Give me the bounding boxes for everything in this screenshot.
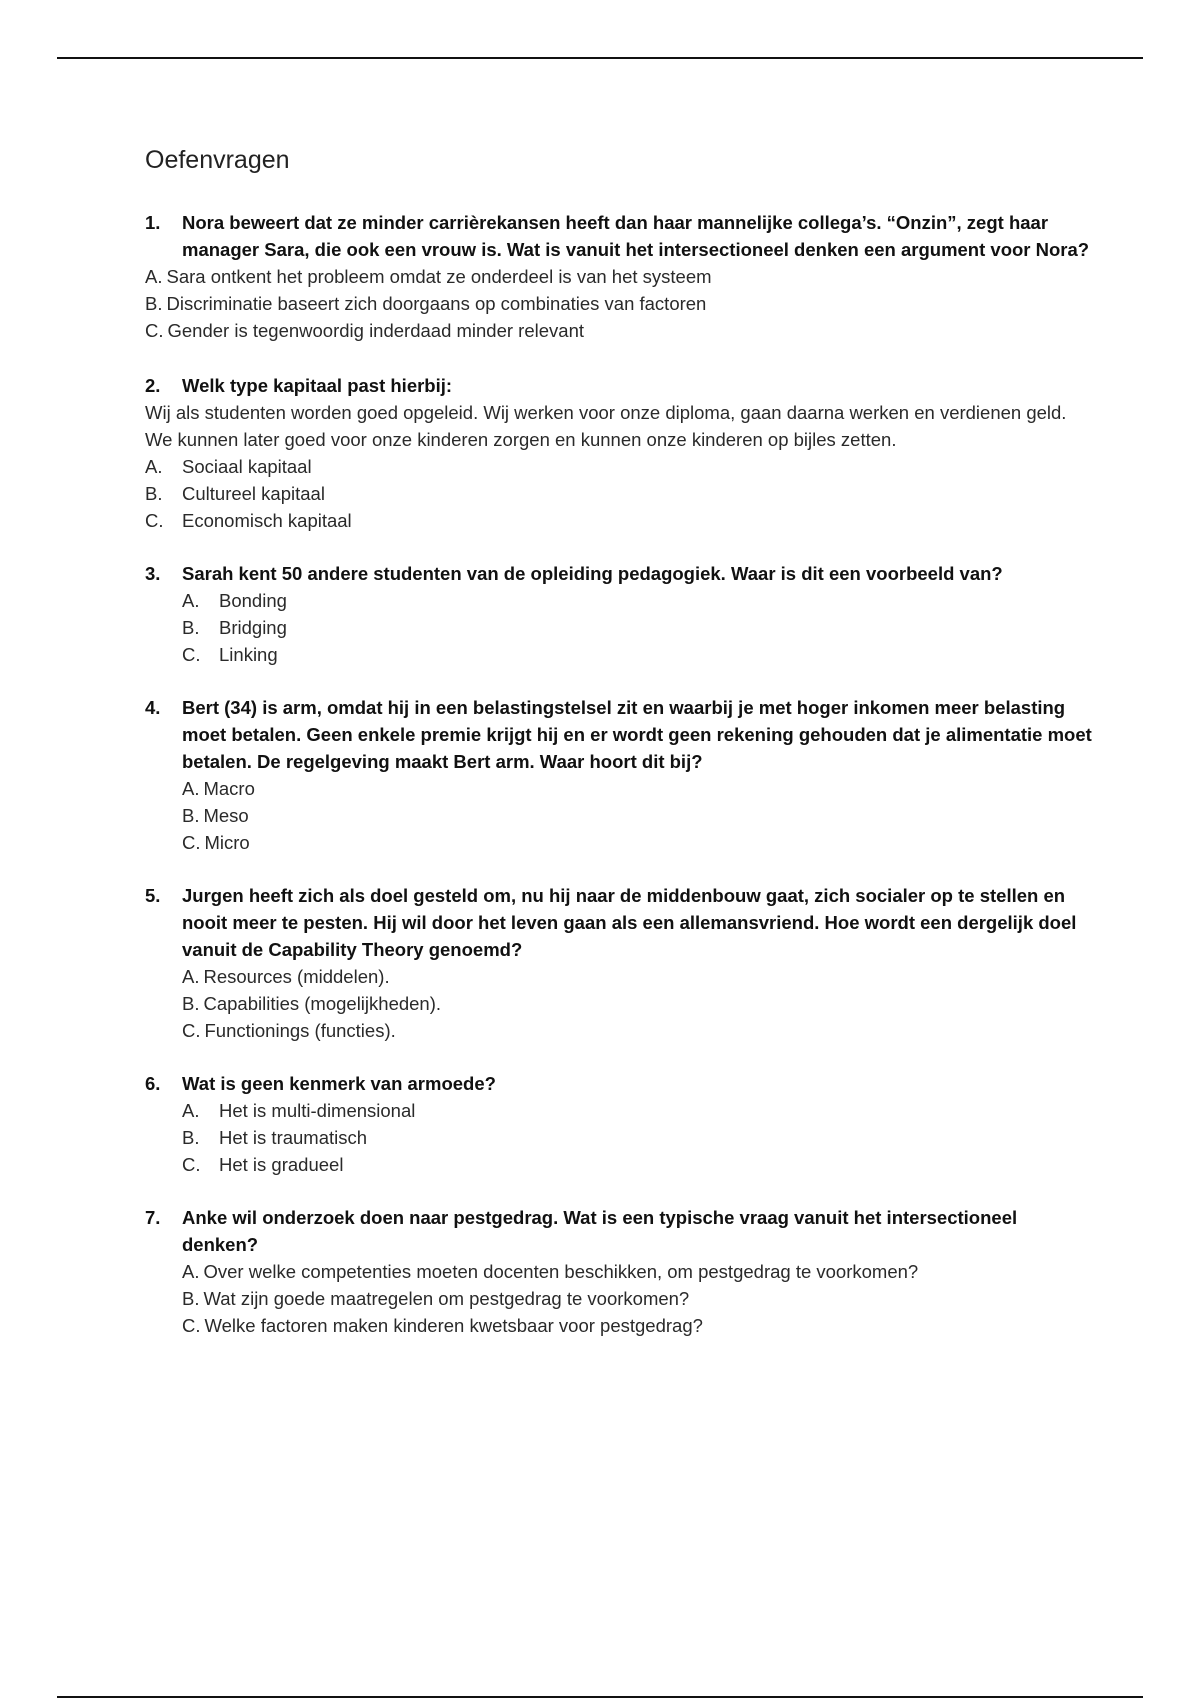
question-7 [145,1204,1095,1339]
question-text: Sarah kent 50 andere studenten van de opleiding pedagogiek. Waar is dit een voorbeeld van? [182,563,1003,584]
option-b: B. Capabilities (mogelijkheden). [182,993,442,1014]
question-4-head [145,694,1095,775]
question-2 [145,372,1095,534]
question-7-head [145,1204,1095,1258]
question-6-options [145,1097,1095,1178]
option-c: C. Het is gradueel [182,1154,344,1175]
document-body [145,146,1095,1365]
question-number: 7. [145,1207,161,1228]
question-text: Nora beweert dat ze minder carrièrekansen heeft dan haar mannelijke collega’s. “Onzin”, zegt haar manager Sara, die ook een vrouw is. Wat is vanuit het intersectioneel denken een argument voor Nora? [182,212,1090,260]
question-number: 3. [145,563,161,584]
option-a: A. Resources (middelen). [182,966,390,987]
question-text: Welk type kapitaal past hierbij: [182,375,453,396]
option-c: C. Economisch kapitaal [145,510,352,531]
question-2-passage: Wij als studenten worden goed opgeleid. Wij werken voor onze diploma, gaan daarna werken en verdienen geld. We kunnen later goed voor onze kinderen zorgen en kunnen onze kinderen op bijles zetten. [145,402,1067,450]
option-b: B. Bridging [182,617,287,638]
option-a: A. Macro [182,778,255,799]
question-3 [145,560,1095,668]
option-b: B. Discriminatie baseert zich doorgaans op combinaties van factoren [145,293,707,314]
question-6 [145,1070,1095,1178]
bottom-rule [57,1696,1143,1698]
question-number: 6. [145,1073,161,1094]
question-5-options [145,963,1095,1044]
top-rule [57,57,1143,59]
option-a: A. Over welke competenties moeten docenten beschikken, om pestgedrag te voorkomen? [182,1261,919,1282]
option-a: A. Sara ontkent het probleem omdat ze onderdeel is van het systeem [145,266,712,287]
option-b: B. Cultureel kapitaal [145,483,325,504]
question-3-options [145,587,1095,668]
question-1-options [145,263,1095,344]
question-text: Bert (34) is arm, omdat hij in een belastingstelsel zit en waarbij je met hoger inkomen meer belasting moet betalen. Geen enkele premie krijgt hij en er wordt geen rekening gehouden dat je alimentatie moet betalen. De regelgeving maakt Bert arm. Waar hoort dit bij? [182,697,1092,772]
option-b: B. Het is traumatisch [182,1127,368,1148]
question-text: Anke wil onderzoek doen naar pestgedrag. Wat is een typische vraag vanuit het intersectioneel denken? [182,1207,1018,1255]
option-c: C. Micro [182,832,250,853]
option-a: A. Sociaal kapitaal [145,456,312,477]
question-number: 1. [145,212,161,233]
question-2-options [145,453,1095,534]
question-1-head [145,209,1095,263]
question-text: Wat is geen kenmerk van armoede? [182,1073,496,1094]
option-c: C. Linking [182,644,278,665]
question-6-head [145,1070,1095,1097]
question-5 [145,882,1095,1044]
question-4 [145,694,1095,856]
question-3-head [145,560,1095,587]
question-text: Jurgen heeft zich als doel gesteld om, nu hij naar de middenbouw gaat, zich socialer op te stellen en nooit meer te pesten. Hij wil door het leven gaan als een allemansvriend. Hoe wordt een dergelijk doel vanuit de Capability Theory genoemd? [182,885,1077,960]
question-2-head [145,372,1095,399]
question-number: 2. [145,375,161,396]
option-b: B. Wat zijn goede maatregelen om pestgedrag te voorkomen? [182,1288,690,1309]
question-4-options [145,775,1095,856]
question-number: 5. [145,885,161,906]
page-title: Oefenvragen [145,146,290,174]
question-1 [145,209,1095,344]
option-c: C. Functionings (functies). [182,1020,396,1041]
option-c: C. Welke factoren maken kinderen kwetsbaar voor pestgedrag? [182,1315,703,1336]
option-c: C. Gender is tegenwoordig inderdaad minder relevant [145,320,585,341]
option-a: A. Het is multi-dimensional [182,1100,416,1121]
option-b: B. Meso [182,805,249,826]
question-number: 4. [145,697,161,718]
option-a: A. Bonding [182,590,287,611]
question-5-head [145,882,1095,963]
question-7-options [145,1258,1095,1339]
